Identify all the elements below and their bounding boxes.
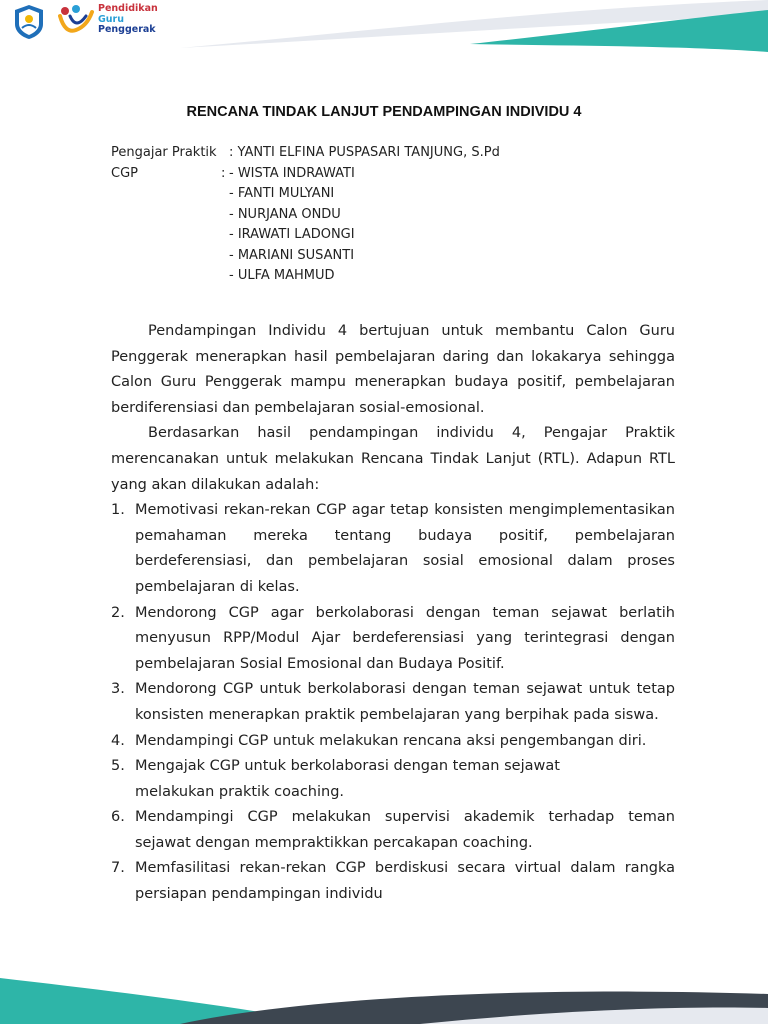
logo-line-penggerak: Penggerak [98,24,156,35]
cgp-name: - ULFA MAHMUD [229,268,335,283]
guru-penggerak-logo-text [98,4,158,36]
guru-penggerak-logo-icon [56,4,96,36]
cgp-name: - IRAWATI LADONGI [229,227,355,242]
list-item-text: Mendampingi CGP melakukan supervisi akademik terhadap teman sejawat dengan mempraktikkan percakapan coaching. [135,809,675,851]
paragraph-intro: Pendampingan Individu 4 bertujuan untuk membantu Calon Guru Penggerak menerapkan hasil pembelajaran daring dan lokakarya sehingga Calon Guru Penggerak mampu menerapkan budaya positif, pembelajaran berdiferensiasi dan pembelajaran sosial-emosional. [111,323,675,416]
list-item-number: 1. [111,502,125,519]
footer-wave-decoration [0,964,768,1024]
list-item-text: Memfasilitasi rekan-rekan CGP berdiskusi secara virtual dalam rangka persiapan pendampingan individu [135,860,675,903]
page-header [0,0,768,60]
logo-line-guru: Guru [98,13,125,25]
list-item-number: 5. [111,758,125,775]
cgp-name: - MARIANI SUSANTI [229,247,355,263]
list-item-number: 2. [111,604,125,621]
list-item-text: Memotivasi rekan-rekan CGP agar tetap konsisten mengimplementasikan pemahaman mereka tentang budaya positif, pembelajaran berdeferensiasi, dan pembelajaran sosial emosional dalam proses pembelajaran di kelas. [135,502,675,595]
list-item-number: 3. [111,681,125,698]
list-item [111,805,675,856]
document-body [111,319,675,908]
list-item [111,677,675,728]
list-item-number: 7. [111,860,125,877]
cgp-name: - NURJANA ONDU [229,206,341,222]
list-item-text: Mendampingi CGP untuk melakukan rencana aksi pengembangan diri. [135,732,647,749]
pengajar-label: Pengajar Praktik [111,145,217,160]
list-item-number: 4. [111,732,125,749]
cgp-name: - FANTI MULYANI [229,186,335,201]
rtl-list [111,498,675,908]
list-item [111,754,675,805]
list-item-text: Mengajak CGP untuk berkolaborasi dengan teman sejawat melakukan praktik coaching. [135,758,560,800]
list-item-number: 6. [111,809,125,826]
ministry-emblem-icon [12,4,46,40]
paragraph-rtl-intro: Berdasarkan hasil pendampingan individu 4, Pengajar Praktik merencanakan untuk melakukan Rencana Tindak Lanjut (RTL). Adapun RTL yang akan dilakukan adalah: [111,425,675,493]
cgp-name: - WISTA INDRAWATI [229,165,355,181]
cgp-colon: : [221,165,226,181]
list-item [111,729,675,755]
list-item-text: Mendorong CGP untuk berkolaborasi dengan teman sejawat untuk tetap konsisten menerapkan praktik pembelajaran yang berpihak pada siswa. [135,681,675,723]
document-title: RENCANA TINDAK LANJUT PENDAMPINGAN INDIVIDU 4 [186,104,582,120]
list-item [111,498,675,600]
logo-line-pendidikan: Pendidikan [98,3,158,14]
list-item [111,856,675,907]
pengajar-value: : YANTI ELFINA PUSPASARI TANJUNG, S.Pd [229,145,500,160]
list-item-text: Mendorong CGP agar berkolaborasi dengan teman sejawat berlatih menyusun RPP/Modul Ajar berdeferensiasi yang terintegrasi dengan pembelajaran Sosial Emosional dan Budaya Positif. [135,604,675,672]
list-item [111,601,675,678]
cgp-label: CGP [111,165,138,181]
